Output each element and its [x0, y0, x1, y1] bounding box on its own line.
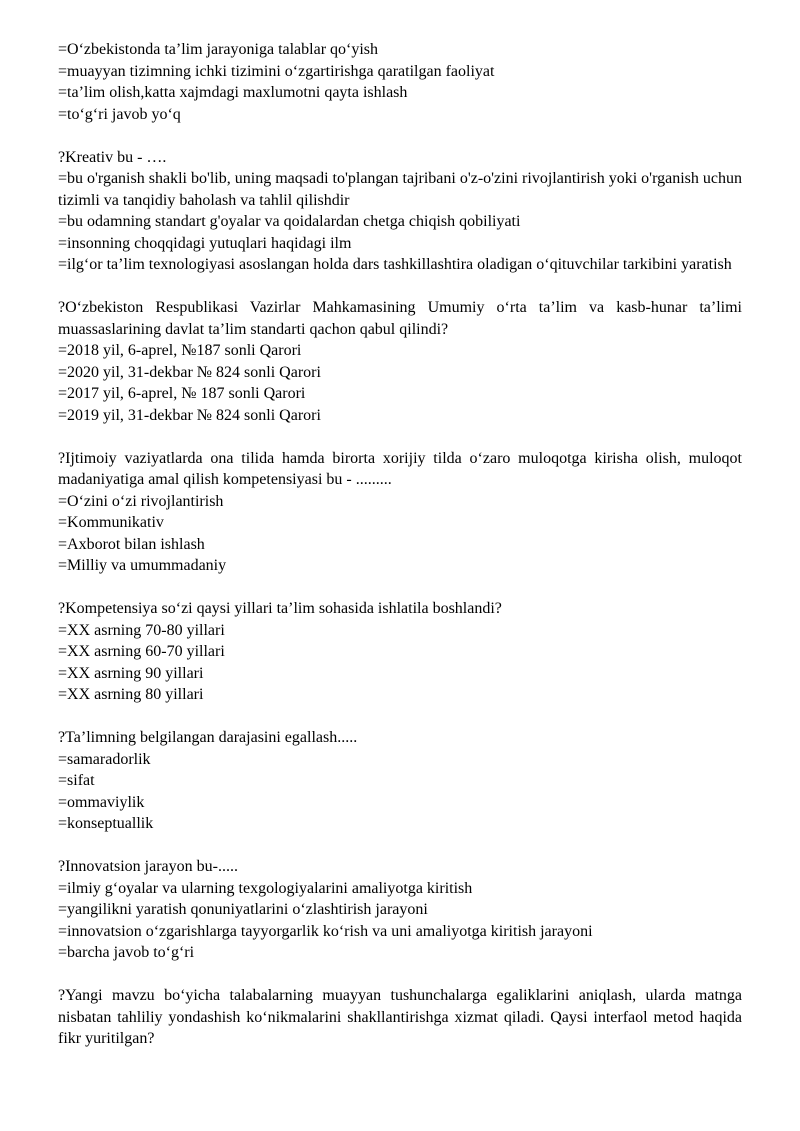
question-block [58, 856, 742, 964]
question-text: ?Kreativ bu - …. [58, 148, 167, 166]
answer-option: =XX asrning 80 yillari [58, 686, 204, 703]
question-block [58, 985, 742, 1050]
answer-option: =2017 yil, 6-aprel, № 187 sonli Qarori [58, 385, 306, 402]
answer-option: =Milliy va umummadaniy [58, 557, 227, 574]
question-block [58, 448, 742, 577]
answer-option: =to‘g‘ri javob yo‘q [58, 105, 181, 123]
answer-option: =O‘zini o‘zi rivojlantirish [58, 492, 224, 510]
answer-option: =XX asrning 70-80 yillari [58, 621, 225, 639]
answer-option: =XX asrning 60-70 yillari [58, 643, 225, 660]
answer-option: =innovatsion o‘zgarishlarga tayyorgarlik ko‘rish va uni amaliyotga kiritish jarayoni [58, 922, 593, 940]
answer-option: =muayyan tizimning ichki tizimini o‘zgartirishga qaratilgan faoliyat [58, 62, 495, 80]
question-block [58, 147, 742, 276]
question-text: ?Kompetensiya so‘zi qaysi yillari ta’lim sohasida ishlatila boshlandi? [58, 600, 502, 617]
question-block [58, 727, 742, 835]
question-block [58, 598, 742, 706]
answer-option: =Axborot bilan ishlash [58, 535, 205, 553]
answer-option: =2020 yil, 31-dekbar № 824 sonli Qarori [58, 363, 321, 381]
answer-option: =yangilikni yaratish qonuniyatlarini o‘zlashtirish jarayoni [58, 901, 428, 918]
question-text: ?Ta’limning belgilangan darajasini egallash..... [58, 729, 358, 746]
answer-option: =Kommunikativ [58, 514, 164, 531]
answer-option: =ilmiy g‘oyalar va ularning texgologiyalarini amaliyotga kiritish [58, 879, 473, 897]
answer-option: =XX asrning 90 yillari [58, 664, 204, 682]
answer-option: =ommaviylik [58, 793, 145, 811]
answer-option: =bu o'rganish shakli bo'lib, uning maqsadi to'plangan tajribani o'z-o'zini rivojlantirish yoki o'rganish uchun tizimli va tanqidiy baholash va tahlil qilishdir [58, 170, 742, 209]
answer-option: =sifat [58, 772, 95, 789]
answer-option: =ilg‘or ta’lim texnologiyasi asoslangan holda dars tashkillashtira oladigan o‘qituvchilar tarkibini yaratish [58, 256, 732, 273]
question-block [58, 297, 742, 426]
answer-option: =barcha javob to‘g‘ri [58, 944, 195, 961]
question-text: ?Ijtimoiy vaziyatlarda ona tilida hamda birorta xorijiy tilda o‘zaro muloqotga kirisha olish, muloqot madaniyatiga amal qilish kompetensiyasi bu - ......... [58, 449, 742, 488]
answer-option: =ta’lim olish,katta xajmdagi maxlumotni qayta ishlash [58, 84, 408, 101]
question-text: ?O‘zbekiston Respublikasi Vazirlar Mahkamasining Umumiy o‘rta ta’lim va kasb-hunar ta’limi muassaslarining davlat ta’lim standarti qachon qabul qilindi? [58, 299, 742, 338]
question-text: ?Yangi mavzu bo‘yicha talabalarning muayyan tushunchalarga egaliklarini aniqlash, ularda matnga nisbatan tahliliy yondashish ko‘nikmalarini shakllantirishga xizmat qiladi. Qaysi interfaol metod haqida fikr yuritilgan? [58, 987, 742, 1047]
answer-option: =O‘zbekistonda ta’lim jarayoniga talablar qo‘yish [58, 41, 379, 58]
answer-option: =2019 yil, 31-dekbar № 824 sonli Qarori [58, 406, 321, 424]
question-block [58, 39, 742, 125]
answer-option: =insonning choqqidagi yutuqlari haqidagi ilm [58, 234, 352, 252]
answer-option: =konseptuallik [58, 815, 154, 832]
answer-option: =samaradorlik [58, 750, 151, 768]
question-text: ?Innovatsion jarayon bu-..... [58, 858, 238, 875]
answer-option: =bu odamning standart g'oyalar va qoidalardan chetga chiqish qobiliyati [58, 213, 521, 230]
answer-option: =2018 yil, 6-aprel, №187 sonli Qarori [58, 342, 302, 359]
